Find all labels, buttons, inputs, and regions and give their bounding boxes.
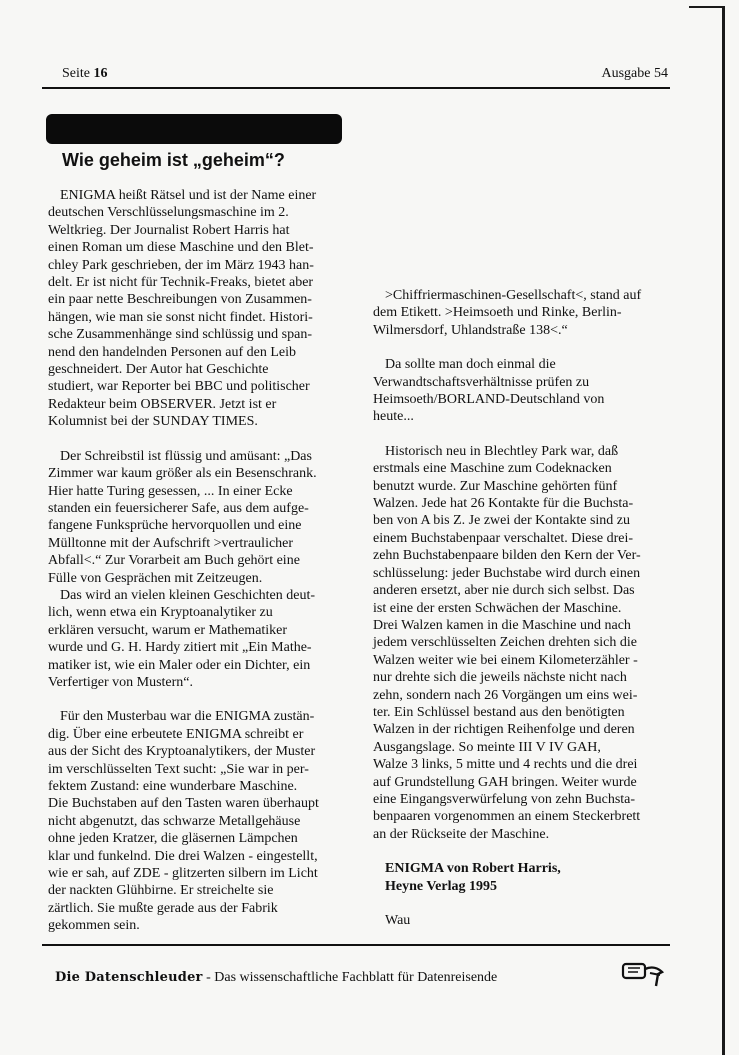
book-title: ENIGMA von Robert Harris, bbox=[385, 861, 561, 877]
text-line: im verschlüsselten Text sucht: „Sie war in per- bbox=[48, 761, 309, 777]
text-line: chley Park geschrieben, der im März 1943 han- bbox=[48, 257, 314, 273]
text-line: zehn Buchstabenpaare bilden den Kern der Ver- bbox=[373, 548, 641, 564]
article-title: Wie geheim ist „geheim“? bbox=[62, 150, 285, 170]
text-line: ist eine der ersten Schwächen der Maschine. bbox=[373, 600, 622, 616]
page-number-value: 16 bbox=[93, 66, 108, 81]
text-line: erstmals eine Maschine zum Codeknacken bbox=[373, 461, 612, 477]
text-line: schlüsselung: jeder Buchstabe wird durch einen bbox=[373, 565, 641, 581]
text-line: Abfall<.“ Zur Vorarbeit am Buch gehört eine bbox=[48, 553, 300, 569]
text-line: Walzen. Jede hat 26 Kontakte für die Buchsta- bbox=[373, 496, 634, 512]
text-line: deutschen Verschlüsselungsmaschine im 2. bbox=[48, 205, 289, 221]
issue-number: Ausgabe 54 bbox=[601, 66, 668, 81]
text-line: Verwandtschaftsverhältnisse prüfen zu bbox=[373, 374, 590, 390]
text-line: Ausgangslage. So meinte III V IV GAH, bbox=[373, 739, 601, 755]
text-line: Wilmersdorf, Uhlandstraße 138<.“ bbox=[373, 322, 568, 338]
text-line: aus der Sicht des Kryptoanalytikers, der Muster bbox=[48, 744, 316, 760]
author-signature: Wau bbox=[385, 913, 411, 928]
page-header bbox=[42, 66, 670, 88]
text-line: geschneidert. Der Autor hat Geschichte bbox=[48, 362, 269, 378]
text-line: sche Zusammenhänge sind schlüssig und span- bbox=[48, 327, 313, 343]
text-line: erklären versucht, warum er Mathematiker bbox=[48, 622, 288, 638]
text-line: der nackten Glühbirne. Er streichelte sie bbox=[48, 883, 274, 899]
text-line: Walze 3 links, 5 mitte und 4 rechts und die drei bbox=[373, 757, 638, 773]
text-line: einem Buchstabenpaar verschaltet. Diese drei- bbox=[373, 530, 634, 546]
text-line: Das wird an vielen kleinen Geschichten deut- bbox=[60, 587, 316, 603]
text-line: benutzt wurde. Zur Maschine gehörten fünf bbox=[373, 478, 618, 494]
scan-edge-line bbox=[722, 6, 725, 1055]
footer-rule bbox=[42, 944, 670, 946]
text-line: Verfertiger von Mustern“. bbox=[48, 674, 194, 690]
page-label: Seite bbox=[62, 66, 90, 81]
text-line: Kolumnist bei der SUNDAY TIMES. bbox=[48, 414, 258, 430]
text-line: ben von A bis Z. Je zwei der Kontakte sind zu bbox=[373, 513, 631, 529]
book-publisher: Heyne Verlag 1995 bbox=[385, 878, 497, 894]
text-line: Hier hatte Turing gesessen, ... In einer Ecke bbox=[48, 483, 293, 499]
text-line: fangene Funksprüche hervorquollen und eine bbox=[48, 518, 302, 534]
text-line: Der Schreibstil ist flüssig und amüsant: „Das bbox=[60, 448, 312, 464]
page-number bbox=[62, 66, 108, 82]
text-line: eine Eingangsverwürfelung von zehn Buchsta- bbox=[373, 791, 636, 807]
text-line: gekommen sein. bbox=[48, 918, 140, 934]
text-line: fektem Zustand: eine wunderbare Maschine. bbox=[48, 779, 298, 794]
text-line: klar und funkelnd. Die drei Walzen - eingestellt, bbox=[48, 848, 318, 864]
chaos-knot-logo-icon bbox=[620, 958, 666, 988]
text-line: wie er sah, auf ZDE - glitzerten silbern im Licht bbox=[48, 866, 318, 882]
text-line: Fülle von Gesprächen mit Zeitzeugen. bbox=[48, 570, 263, 586]
text-line: anderen ersetzt, aber nie durch sich selbst. Das bbox=[373, 583, 635, 599]
text-line: jedem verschlüsselten Zeichen drehten sich die bbox=[373, 635, 637, 651]
text-line: hängen, wie man sie sonst nicht findet. Histori- bbox=[48, 309, 313, 325]
scan-edge-mark bbox=[689, 6, 725, 8]
text-line: zehn, sondern nach 26 Vorgängen um eins wei- bbox=[373, 687, 638, 703]
right-column bbox=[373, 287, 673, 929]
text-line: >Chiffriermaschinen-Gesellschaft<, stand auf bbox=[385, 288, 642, 303]
text-line: dig. Über eine erbeutete ENIGMA schreibt er bbox=[48, 726, 304, 742]
text-line: Weltkrieg. Der Journalist Robert Harris hat bbox=[48, 222, 290, 238]
header-rule bbox=[42, 87, 670, 89]
text-line: standen ein feuersicherer Safe, aus dem aufge- bbox=[48, 500, 309, 516]
magazine-tagline: - Das wissenschaftliche Fachblatt für Datenreisende bbox=[202, 970, 498, 985]
text-line: Historisch neu in Blechtley Park war, daß bbox=[385, 443, 619, 459]
text-line: matiker ist, wie ein Maler oder ein Dichter, ein bbox=[48, 657, 311, 673]
text-line: studiert, war Reporter bei BBC und politischer bbox=[48, 379, 310, 395]
text-line: Walzen weiter wie bei einem Kilometerzähler - bbox=[373, 652, 638, 668]
text-line: Heimsoeth/BORLAND-Deutschland von bbox=[373, 392, 605, 408]
text-line: Mülltonne mit der Aufschrift >vertraulicher bbox=[48, 535, 294, 551]
text-line: zärtlich. Sie mußte gerade aus der Fabrik bbox=[48, 900, 278, 916]
banner-text-faint bbox=[66, 122, 69, 137]
text-line: auf Grundstellung GAH bringen. Weiter wurde bbox=[373, 774, 637, 790]
text-line: ENIGMA heißt Rätsel und ist der Name einer bbox=[60, 188, 317, 203]
text-line: an der Rückseite der Maschine. bbox=[373, 826, 550, 842]
text-line: nend den handelnden Personen auf den Leib bbox=[48, 344, 297, 360]
text-line: einen Roman um diese Maschine und den Blet- bbox=[48, 240, 314, 256]
page-footer bbox=[55, 970, 497, 986]
text-line: ohne jeden Kratzer, die gläsernen Lämpchen bbox=[48, 831, 298, 847]
text-line: ein paar nette Beschreibungen von Zusammen- bbox=[48, 292, 312, 308]
text-line: dem Etikett. >Heimsoeth und Rinke, Berlin- bbox=[373, 305, 622, 321]
section-banner bbox=[46, 114, 342, 144]
text-line: Walzen in der richtigen Reihenfolge und deren bbox=[373, 722, 635, 738]
text-line: ter. Ein Schlüssel bestand aus den benötigten bbox=[373, 704, 625, 720]
text-line: Redakteur beim OBSERVER. Jetzt ist er bbox=[48, 396, 277, 412]
text-line: heute... bbox=[373, 409, 414, 425]
text-line: benpaaren vorgenommen an einem Steckerbrett bbox=[373, 809, 641, 825]
left-column bbox=[48, 187, 340, 935]
magazine-name: Die Datenschleuder bbox=[55, 970, 203, 985]
text-line: Da sollte man doch einmal die bbox=[385, 357, 556, 373]
text-line: wurde und G. H. Hardy zitiert mit „Ein Mathe- bbox=[48, 640, 312, 656]
text-line: Für den Musterbau war die ENIGMA zustän- bbox=[60, 709, 315, 725]
text-line: Die Buchstaben auf den Tasten waren überhaupt bbox=[48, 796, 319, 812]
text-line: Zimmer war kaum größer als ein Besenschrank. bbox=[48, 466, 317, 482]
text-line: Drei Walzen kamen in die Maschine und nach bbox=[373, 617, 631, 633]
text-line: nur drehte sich die jeweils nächste nicht nach bbox=[373, 670, 627, 686]
text-line: lich, wenn etwa ein Kryptoanalytiker zu bbox=[48, 605, 273, 621]
text-line: delt. Er ist nicht für Technik-Freaks, bietet aber bbox=[48, 275, 314, 291]
text-line: nicht abgenutzt, das schwarze Metallgehäuse bbox=[48, 813, 301, 829]
